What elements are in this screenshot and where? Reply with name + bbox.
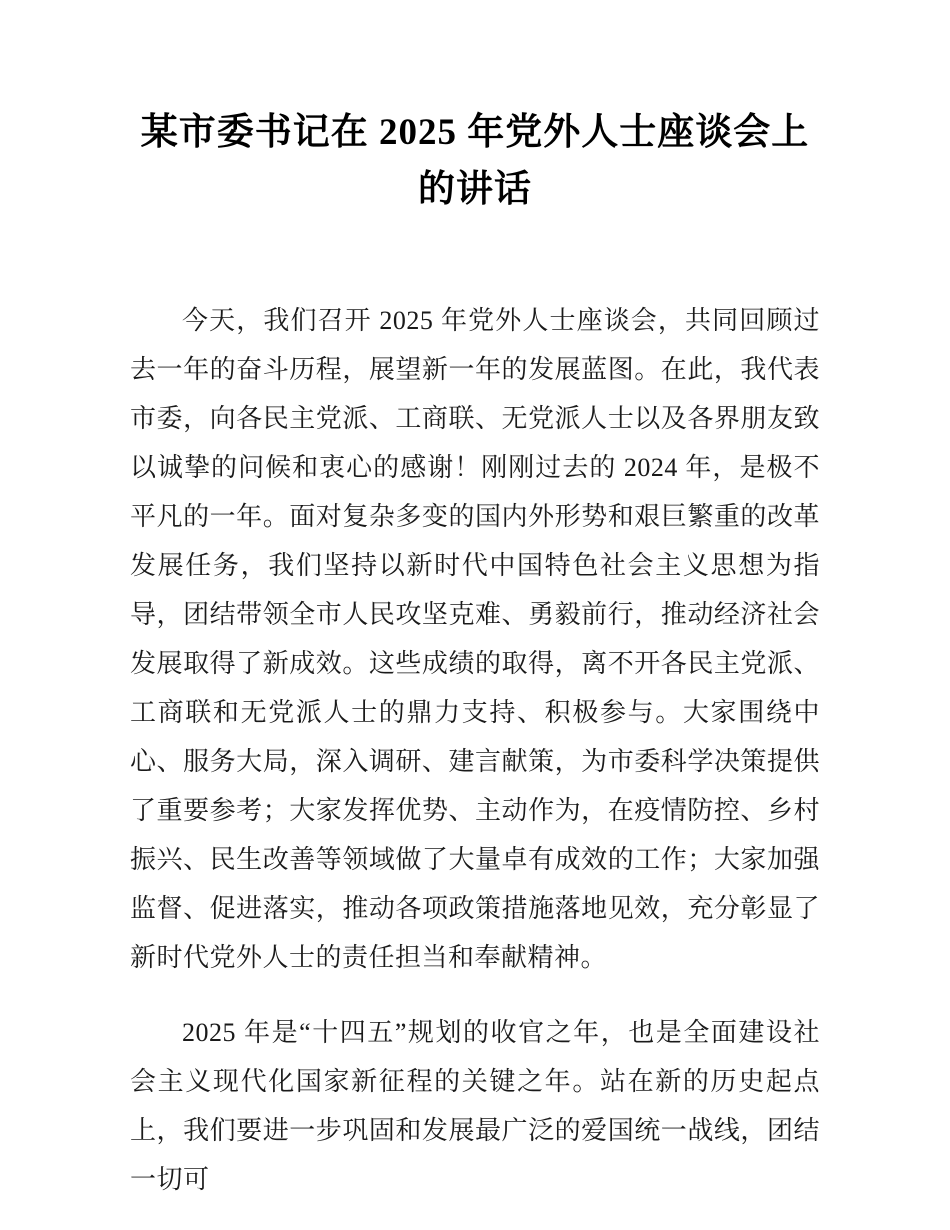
- document-content: [130, 104, 820, 1204]
- document-title: 某市委书记在 2025 年党外人士座谈会上的讲话: [140, 112, 810, 210]
- paragraph-outlook-2025: 2025 年是“十四五”规划的收官之年，也是全面建设社会主义现代化国家新征程的关键之年。站在新的历史起点上，我们要进一步巩固和发展最广泛的爱国统一战线，团结一切可: [130, 1018, 820, 1194]
- paragraph-review-2024: 今天，我们召开 2025 年党外人士座谈会，共同回顾过去一年的奋斗历程，展望新一年的发展蓝图。在此，我代表市委，向各民主党派、工商联、无党派人士以及各界朋友致以诚挚的问候和衷心的感谢！刚刚过去的 2024 年，是极不平凡的一年。面对复杂多变的国内外形势和艰巨繁重的改革发展任务，我们坚持以新时代中国特色社会主义思想为指导，团结带领全市人民攻坚克难、勇毅前行，推动经济社会发展取得了新成效。这些成绩的取得，离不开各民主党派、工商联和无党派人士的鼎力支持、积极参与。大家围绕中心、服务大局，深入调研、建言献策，为市委科学决策提供了重要参考；大家发挥优势、主动作为，在疫情防控、乡村振兴、民生改善等领域做了大量卓有成效的工作；大家加强监督、促进落实，推动各项政策措施落地见效，充分彰显了新时代党外人士的责任担当和奉献精神。: [130, 306, 820, 972]
